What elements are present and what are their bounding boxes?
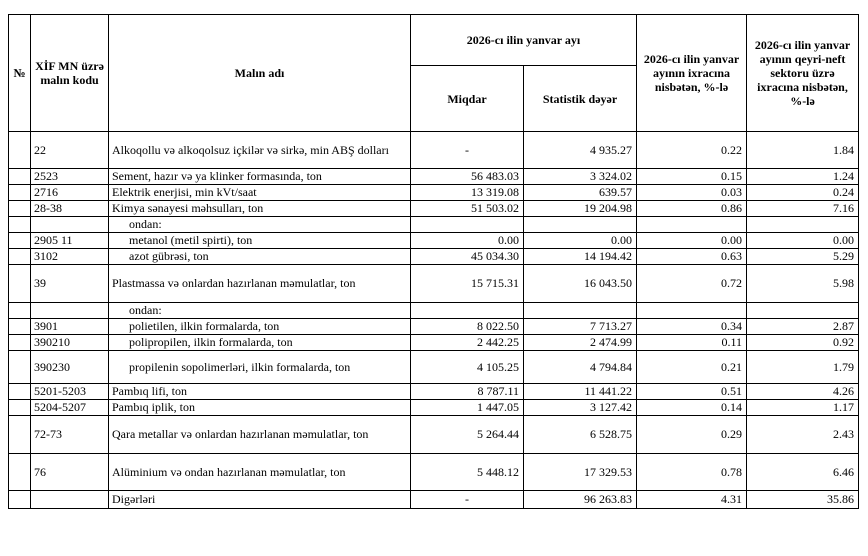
quantity-cell: 13 319.08 bbox=[411, 185, 524, 201]
share-nonoil-cell: 1.79 bbox=[747, 351, 859, 384]
table-row bbox=[9, 249, 859, 265]
row-number-cell bbox=[9, 416, 31, 454]
quantity-cell bbox=[411, 303, 524, 319]
table-row bbox=[9, 491, 859, 509]
share-total-cell: 0.72 bbox=[637, 265, 747, 303]
code-cell: 390230 bbox=[31, 351, 109, 384]
share-nonoil-cell bbox=[747, 217, 859, 233]
share-total-cell: 0.00 bbox=[637, 233, 747, 249]
name-cell: Sement, hazır və ya klinker formasında, ton bbox=[109, 169, 411, 185]
name-cell: ondan: bbox=[109, 217, 411, 233]
row-number-cell bbox=[9, 491, 31, 509]
row-number-cell bbox=[9, 303, 31, 319]
row-number-cell bbox=[9, 319, 31, 335]
row-number-cell bbox=[9, 201, 31, 217]
share-nonoil-cell: 0.00 bbox=[747, 233, 859, 249]
name-cell: Qara metallar və onlardan hazırlanan məmulatlar, ton bbox=[109, 416, 411, 454]
share-nonoil-cell: 1.24 bbox=[747, 169, 859, 185]
name-cell: Digərləri bbox=[109, 491, 411, 509]
code-cell: 28-38 bbox=[31, 201, 109, 217]
value-cell: 6 528.75 bbox=[524, 416, 637, 454]
header-row-top bbox=[9, 15, 859, 66]
value-cell bbox=[524, 217, 637, 233]
row-number-cell bbox=[9, 265, 31, 303]
table-row bbox=[9, 416, 859, 454]
quantity-cell: 8 022.50 bbox=[411, 319, 524, 335]
name-cell: polietilen, ilkin formalarda, ton bbox=[109, 319, 411, 335]
name-cell: azot gübrəsi, ton bbox=[109, 249, 411, 265]
name-cell: Elektrik enerjisi, min kVt/saat bbox=[109, 185, 411, 201]
table-row bbox=[9, 132, 859, 169]
code-cell bbox=[31, 303, 109, 319]
share-nonoil-cell bbox=[747, 303, 859, 319]
name-cell: Alkoqollu və alkoqolsuz içkilər və sirkə, min ABŞ dolları bbox=[109, 132, 411, 169]
share-total-cell: 0.86 bbox=[637, 201, 747, 217]
value-cell: 2 474.99 bbox=[524, 335, 637, 351]
name-cell: Kimya sənayesi məhsulları, ton bbox=[109, 201, 411, 217]
value-cell: 16 043.50 bbox=[524, 265, 637, 303]
table-row bbox=[9, 201, 859, 217]
table-body bbox=[9, 132, 859, 509]
table-row bbox=[9, 335, 859, 351]
code-cell: 2716 bbox=[31, 185, 109, 201]
export-table bbox=[8, 14, 859, 509]
row-number-cell bbox=[9, 454, 31, 491]
share-nonoil-cell: 2.87 bbox=[747, 319, 859, 335]
name-cell: Pambıq iplik, ton bbox=[109, 400, 411, 416]
code-cell bbox=[31, 491, 109, 509]
row-number-cell bbox=[9, 217, 31, 233]
header-period: 2026-cı ilin yanvar ayı bbox=[411, 15, 637, 66]
quantity-cell: 1 447.05 bbox=[411, 400, 524, 416]
name-cell: Alüminium və ondan hazırlanan məmulatlar, ton bbox=[109, 454, 411, 491]
header-share-total: 2026-cı ilin yanvar ayının ixracına nisbətən, %-lə bbox=[637, 15, 747, 132]
code-cell: 39 bbox=[31, 265, 109, 303]
header-no: № bbox=[9, 15, 31, 132]
table-row bbox=[9, 233, 859, 249]
share-nonoil-cell: 2.43 bbox=[747, 416, 859, 454]
share-nonoil-cell: 5.98 bbox=[747, 265, 859, 303]
share-nonoil-cell: 5.29 bbox=[747, 249, 859, 265]
code-cell: 2523 bbox=[31, 169, 109, 185]
quantity-cell: 45 034.30 bbox=[411, 249, 524, 265]
value-cell: 3 324.02 bbox=[524, 169, 637, 185]
quantity-cell: - bbox=[411, 491, 524, 509]
share-total-cell: 0.78 bbox=[637, 454, 747, 491]
share-nonoil-cell: 0.92 bbox=[747, 335, 859, 351]
code-cell: 5204-5207 bbox=[31, 400, 109, 416]
table-row bbox=[9, 303, 859, 319]
name-cell: Plastmassa və onlardan hazırlanan məmulatlar, ton bbox=[109, 265, 411, 303]
table-row bbox=[9, 185, 859, 201]
share-nonoil-cell: 7.16 bbox=[747, 201, 859, 217]
share-total-cell: 0.29 bbox=[637, 416, 747, 454]
share-nonoil-cell: 1.84 bbox=[747, 132, 859, 169]
value-cell: 4 794.84 bbox=[524, 351, 637, 384]
code-cell: 390210 bbox=[31, 335, 109, 351]
table-row bbox=[9, 169, 859, 185]
value-cell: 14 194.42 bbox=[524, 249, 637, 265]
quantity-cell: 0.00 bbox=[411, 233, 524, 249]
row-number-cell bbox=[9, 400, 31, 416]
header-quantity: Miqdar bbox=[411, 66, 524, 132]
share-total-cell bbox=[637, 303, 747, 319]
share-total-cell bbox=[637, 217, 747, 233]
quantity-cell: 8 787.11 bbox=[411, 384, 524, 400]
table-row bbox=[9, 217, 859, 233]
value-cell bbox=[524, 303, 637, 319]
header-value: Statistik dəyər bbox=[524, 66, 637, 132]
header-name: Malın adı bbox=[109, 15, 411, 132]
quantity-cell bbox=[411, 217, 524, 233]
share-total-cell: 0.21 bbox=[637, 351, 747, 384]
share-total-cell: 0.51 bbox=[637, 384, 747, 400]
value-cell: 17 329.53 bbox=[524, 454, 637, 491]
code-cell bbox=[31, 217, 109, 233]
code-cell: 22 bbox=[31, 132, 109, 169]
code-cell: 72-73 bbox=[31, 416, 109, 454]
code-cell: 2905 11 bbox=[31, 233, 109, 249]
share-total-cell: 4.31 bbox=[637, 491, 747, 509]
row-number-cell bbox=[9, 351, 31, 384]
code-cell: 76 bbox=[31, 454, 109, 491]
share-total-cell: 0.22 bbox=[637, 132, 747, 169]
code-cell: 5201-5203 bbox=[31, 384, 109, 400]
value-cell: 4 935.27 bbox=[524, 132, 637, 169]
share-total-cell: 0.03 bbox=[637, 185, 747, 201]
value-cell: 3 127.42 bbox=[524, 400, 637, 416]
name-cell: metanol (metil spirti), ton bbox=[109, 233, 411, 249]
header-code: XİF MN üzrə malın kodu bbox=[31, 15, 109, 132]
value-cell: 96 263.83 bbox=[524, 491, 637, 509]
share-total-cell: 0.15 bbox=[637, 169, 747, 185]
row-number-cell bbox=[9, 185, 31, 201]
table-row bbox=[9, 319, 859, 335]
share-nonoil-cell: 1.17 bbox=[747, 400, 859, 416]
quantity-cell: - bbox=[411, 132, 524, 169]
row-number-cell bbox=[9, 384, 31, 400]
quantity-cell: 4 105.25 bbox=[411, 351, 524, 384]
value-cell: 0.00 bbox=[524, 233, 637, 249]
table-row bbox=[9, 454, 859, 491]
row-number-cell bbox=[9, 249, 31, 265]
value-cell: 11 441.22 bbox=[524, 384, 637, 400]
header-share-nonoil: 2026-cı ilin yanvar ayının qeyri-neft sektoru üzrə ixracına nisbətən, %-lə bbox=[747, 15, 859, 132]
share-total-cell: 0.63 bbox=[637, 249, 747, 265]
value-cell: 7 713.27 bbox=[524, 319, 637, 335]
quantity-cell: 2 442.25 bbox=[411, 335, 524, 351]
share-total-cell: 0.34 bbox=[637, 319, 747, 335]
share-total-cell: 0.14 bbox=[637, 400, 747, 416]
name-cell: ondan: bbox=[109, 303, 411, 319]
quantity-cell: 51 503.02 bbox=[411, 201, 524, 217]
table-row bbox=[9, 265, 859, 303]
quantity-cell: 15 715.31 bbox=[411, 265, 524, 303]
value-cell: 19 204.98 bbox=[524, 201, 637, 217]
quantity-cell: 5 448.12 bbox=[411, 454, 524, 491]
share-total-cell: 0.11 bbox=[637, 335, 747, 351]
share-nonoil-cell: 4.26 bbox=[747, 384, 859, 400]
share-nonoil-cell: 6.46 bbox=[747, 454, 859, 491]
code-cell: 3102 bbox=[31, 249, 109, 265]
code-cell: 3901 bbox=[31, 319, 109, 335]
share-nonoil-cell: 0.24 bbox=[747, 185, 859, 201]
row-number-cell bbox=[9, 169, 31, 185]
quantity-cell: 56 483.03 bbox=[411, 169, 524, 185]
name-cell: Pambıq lifi, ton bbox=[109, 384, 411, 400]
share-nonoil-cell: 35.86 bbox=[747, 491, 859, 509]
row-number-cell bbox=[9, 233, 31, 249]
row-number-cell bbox=[9, 132, 31, 169]
value-cell: 639.57 bbox=[524, 185, 637, 201]
table-row bbox=[9, 400, 859, 416]
row-number-cell bbox=[9, 335, 31, 351]
quantity-cell: 5 264.44 bbox=[411, 416, 524, 454]
table-row bbox=[9, 384, 859, 400]
table-row bbox=[9, 351, 859, 384]
name-cell: propilenin sopolimerləri, ilkin formalarda, ton bbox=[109, 351, 411, 384]
name-cell: polipropilen, ilkin formalarda, ton bbox=[109, 335, 411, 351]
